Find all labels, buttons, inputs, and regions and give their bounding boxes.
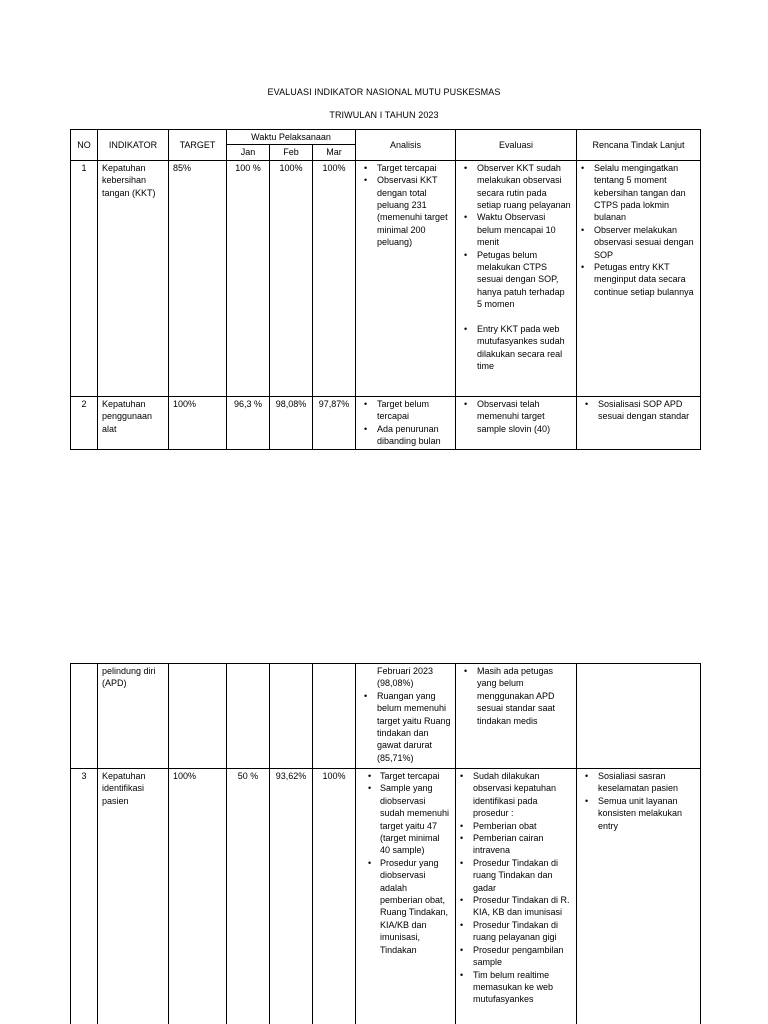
bullet-item: • Prosedur yang diobservasi adalah pemberian obat, Ruang Tindakan, KIA/KB dan imunisasi, Tindakan xyxy=(360,857,451,956)
row-no: 1 xyxy=(71,160,98,396)
bullet-item: • Observer KKT sudah melakukan observasi secara rutin pada setiap ruang pelayanan xyxy=(460,162,572,212)
evaluation-table xyxy=(70,129,701,450)
header-analisis: Analisis xyxy=(356,130,456,161)
bullet-item: • Tim belum realtime memasukan ke web mutufasyankes xyxy=(460,969,572,1006)
header-waktu-pelaksanaan: Waktu Pelaksanaan xyxy=(227,130,356,145)
bullet-item: • Ruangan yang belum memenuhi target yaitu Ruang tindakan dan gawat darurat (85,71%) xyxy=(360,690,451,764)
row-analisis xyxy=(356,396,456,449)
header-indikator: INDIKATOR xyxy=(98,130,169,161)
row-indikator: Kepatuhan kebersihan tangan (KKT) xyxy=(98,160,169,396)
bullet-item: • Ada penurunan dibanding bulan xyxy=(360,423,451,448)
table-row xyxy=(71,769,701,1024)
bullet-item: • Sosialisasi SOP APD sesuai dengan standar xyxy=(581,398,696,423)
row-target: 100% xyxy=(169,396,227,449)
bullet-item: • Observer melakukan observasi sesuai dengan SOP xyxy=(581,224,696,261)
bullet-item: • Masih ada petugas yang belum menggunakan APD sesuai standar saat tindakan medis xyxy=(460,665,572,727)
row-evaluasi xyxy=(456,664,577,769)
row-analisis xyxy=(356,664,456,769)
bullet-item: • Semua unit layanan konsisten melakukan entry xyxy=(581,795,696,832)
row-analisis xyxy=(356,769,456,1024)
row-jan: 50 % xyxy=(227,769,270,1024)
header-no: NO xyxy=(71,130,98,161)
evaluation-table-continued xyxy=(70,663,701,1024)
row-jan: 96,3 % xyxy=(227,396,270,449)
row-rtl xyxy=(577,769,701,1024)
row-indikator: Kepatuhan penggunaan alat xyxy=(98,396,169,449)
header-feb: Feb xyxy=(270,145,313,160)
bullet-item: • Prosedur Tindakan di R. KIA, KB dan imunisasi xyxy=(460,894,572,919)
row-jan: 100 % xyxy=(227,160,270,396)
bullet-item: • Target belum tercapai xyxy=(360,398,451,423)
header-rencana-tindak-lanjut: Rencana Tindak Lanjut xyxy=(577,130,701,161)
analisis-continued-text: Februari 2023 (98,08%) xyxy=(377,666,434,689)
row-analisis xyxy=(356,160,456,396)
bullet-item: • Prosedur Tindakan di ruang pelayanan gigi xyxy=(460,919,572,944)
table-row xyxy=(71,160,701,396)
row-feb: 100% xyxy=(270,160,313,396)
bullet-item: • Target tercapai xyxy=(360,770,451,782)
row-no: 2 xyxy=(71,396,98,449)
bullet-item: • Sudah dilakukan observasi kepatuhan identifikasi pada prosedur : xyxy=(460,770,572,820)
row-rtl xyxy=(577,160,701,396)
bullet-item: • Waktu Observasi belum mencapai 10 menit xyxy=(460,211,572,248)
row-feb: 98,08% xyxy=(270,396,313,449)
row-indikator: pelindung diri (APD) xyxy=(98,664,169,769)
row-evaluasi xyxy=(456,769,577,1024)
header-target: TARGET xyxy=(169,130,227,161)
row-no: 3 xyxy=(71,769,98,1024)
row-evaluasi xyxy=(456,396,577,449)
spacer xyxy=(460,311,572,323)
bullet-item: • Observasi KKT dengan total peluang 231 (memenuhi target minimal 200 peluang) xyxy=(360,174,451,248)
row-mar: 100% xyxy=(313,769,356,1024)
bullet-item: • Petugas entry KKT menginput data secara continue setiap bulannya xyxy=(581,261,696,298)
bullet-item: • Entry KKT pada web mutufasyankes sudah dilakukan secara real time xyxy=(460,323,572,373)
row-mar: 97,87% xyxy=(313,396,356,449)
bullet-item: • Sample yang diobservasi sudah memenuhi target yaitu 47 (target minimal 40 sample) xyxy=(360,782,451,856)
bullet-item: • Selalu mengingatkan tentang 5 moment kebersihan tangan dan CTPS pada lokmin bulanan xyxy=(581,162,696,224)
bullet-item: • Prosedur pengambilan sample xyxy=(460,944,572,969)
header-mar: Mar xyxy=(313,145,356,160)
row-feb: 93,62% xyxy=(270,769,313,1024)
row-target: 85% xyxy=(169,160,227,396)
bullet-item: • Target tercapai xyxy=(360,162,451,174)
bullet-item: • Petugas belum melakukan CTPS sesuai dengan SOP, hanya patuh terhadap 5 momen xyxy=(460,249,572,311)
bullet-item: • Observasi telah memenuhi target sample slovin (40) xyxy=(460,398,572,435)
row-target: 100% xyxy=(169,769,227,1024)
header-evaluasi: Evaluasi xyxy=(456,130,577,161)
table-row xyxy=(71,396,701,449)
bullet-item: • Pemberian obat xyxy=(460,820,572,832)
row-indikator: Kepatuhan identifikasi pasien xyxy=(98,769,169,1024)
bullet-item: • Pemberian cairan intravena xyxy=(460,832,572,857)
row-rtl xyxy=(577,396,701,449)
bullet-item: • Sosialiasi sasran keselamatan pasien xyxy=(581,770,696,795)
row-evaluasi xyxy=(456,160,577,396)
row-mar: 100% xyxy=(313,160,356,396)
table-row xyxy=(71,664,701,769)
bullet-item: • Prosedur Tindakan di ruang Tindakan dan gadar xyxy=(460,857,572,894)
document-subtitle: TRIWULAN I TAHUN 2023 xyxy=(329,110,439,120)
header-jan: Jan xyxy=(227,145,270,160)
document-title: EVALUASI INDIKATOR NASIONAL MUTU PUSKESMAS xyxy=(267,87,501,97)
